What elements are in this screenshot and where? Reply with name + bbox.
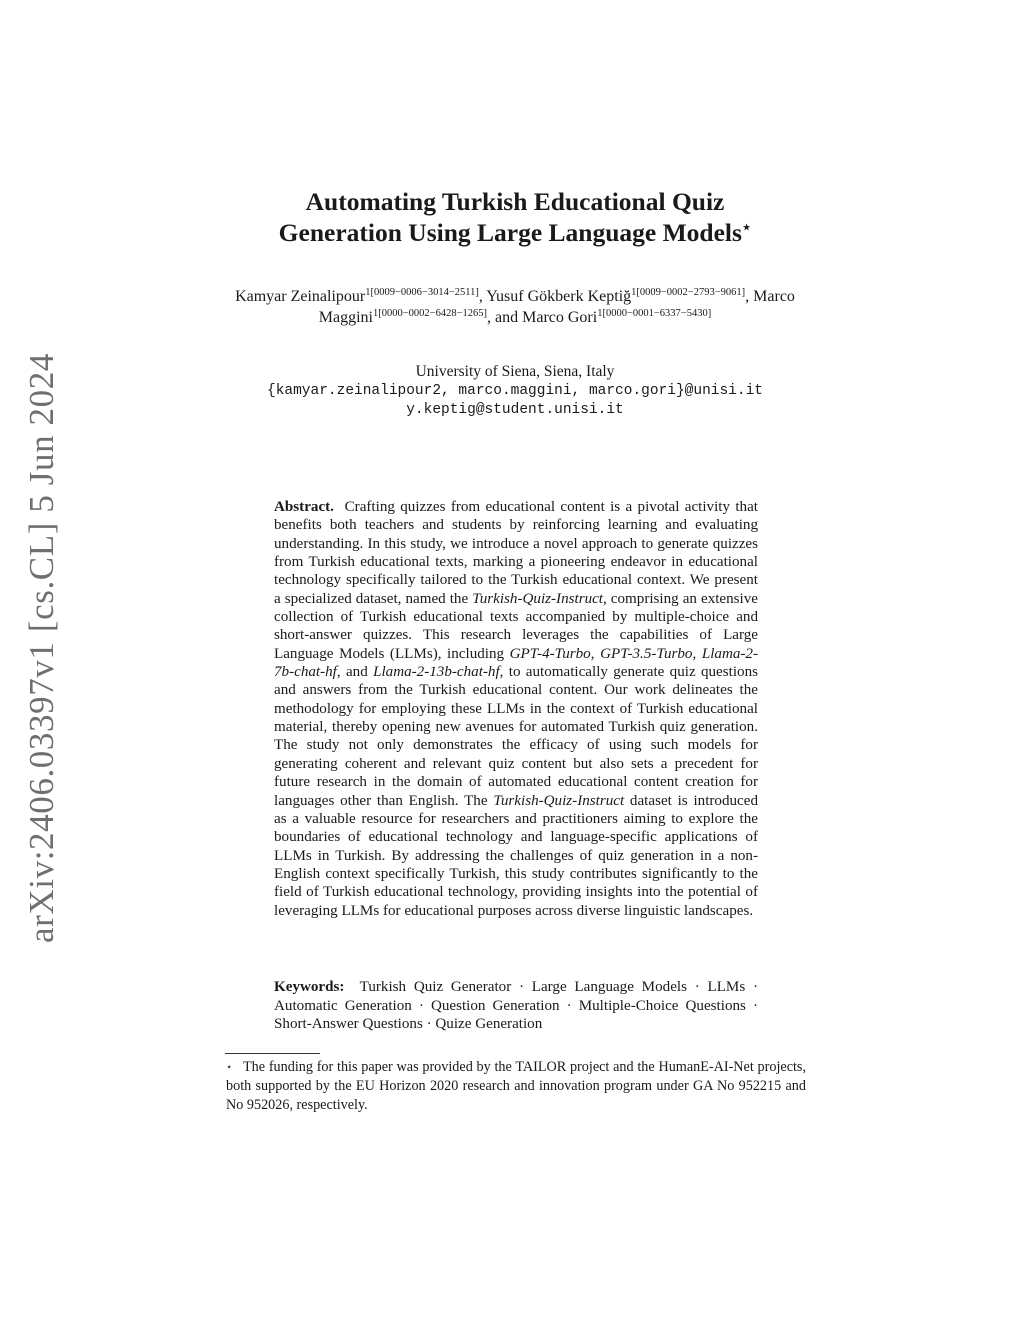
keywords-label: Keywords: <box>274 979 345 995</box>
author-list: Kamyar Zeinalipour$^{1[0009-0006-3014-2511]}$, Yusuf Gökberk Keptiğ$^{1[0009-0002-2793-9061]}$, Marco Maggini$^{1[0000-0002-6428-1265]}$, and Marco Gori$^{1[0000-0001-6337-5430]}$ <box>235 287 795 326</box>
model-name: Llama-2-13b-chat-hf <box>373 664 500 681</box>
author-name: Marco Maggini <box>318 288 795 326</box>
author-orcid: 1[0000−0001−6337−5430] <box>597 308 712 319</box>
author-name: Kamyar Zeinalipour <box>235 288 366 305</box>
arxiv-identifier-stamp <box>12 353 72 943</box>
author-name: Marco Gori <box>522 309 598 326</box>
author-orcid: 1[0009−0002−2793−9061] <box>631 287 746 298</box>
abstract: Abstract. Crafting quizzes from educational content is a pivotal activity that benefits both teachers and students by reinforcing learning and evaluating understanding. In this study, we introduce a novel approach to generate quizzes from Turkish educational texts, marking a pioneering endeavor in educational technology specifically tailored to the Turkish educational context. We present a specialized dataset, named the Turkish-Quiz-Instruct, comprising an extensive collection of Turkish educational texts accompanied by multiple-choice and short-answer quizzes. This research leverages the capabilities of Large Language Models (LLMs), including GPT-4-Turbo, GPT-3.5-Turbo, Llama-2-7b-chat-hf, and Llama-2-13b-chat-hf, to automatically generate quiz questions and answers from the Turkish educational content. Our work delineates the methodology for employing these LLMs in the context of Turkish educational material, thereby opening new avenues for automated Turkish quiz generation. The study not only demonstrates the efficacy of using such models for generating coherent and relevant quiz content but also sets a precedent for future research in the domain of automated educational content creation for languages other than English. The Turkish-Quiz-Instruct dataset is introduced as a valuable resource for researchers and practitioners aiming to explore the boundaries of educational technology and language-specific applications of LLMs in Turkish. By addressing the challenges of quiz generation in a non-English context specifically Turkish, this study contributes significantly to the field of Turkish educational technology, providing insights into the potential of leveraging LLMs for educational purposes across diverse linguistic landscapes. <box>274 499 759 919</box>
email-address: y.keptig@student.unisi.it <box>406 402 624 418</box>
abstract-text: , to automatically generate quiz questions and answers from the Turkish educational content. Our work delineates the methodology for employing these LLMs in the context of Turkish educational material, thereby opening new avenues for automated Turkish quiz generation. The study not only demonstrates the efficacy of using such models for generating coherent and relevant quiz content but also sets a precedent for future research in the domain of automated educational content creation for languages other than English. The <box>274 664 758 809</box>
abstract-label: Abstract. <box>274 499 334 515</box>
dataset-name: Turkish-Quiz-Instruct <box>472 590 604 607</box>
model-name: Llama-2-7b-chat-hf <box>274 645 758 681</box>
paper-title <box>200 186 830 248</box>
keywords <box>274 978 758 1034</box>
author-orcid: 1[0009−0006−3014−2511] <box>365 287 479 298</box>
abstract-text: , comprising an extensive collection of Turkish educational texts accompanied by multiple-choice and short-answer quizzes. This research leverages the capabilities of Large Language Models (LLMs), including <box>274 590 758 662</box>
affiliation-block <box>215 362 815 421</box>
abstract-text: Crafting quizzes from educational content is a pivotal activity that benefits both teachers and students by reinforcing learning and evaluating understanding. In this study, we introduce a novel approach to generate quizzes from Turkish educational texts, marking a pioneering endeavor in educational technology specifically tailored to the Turkish educational context. We present a specialized dataset, named the <box>274 499 758 607</box>
email-addresses: {kamyar.zeinalipour2, marco.maggini, marco.gori}@unisi.it <box>267 382 763 399</box>
keywords-text: Turkish Quiz Generator · Large Language Models · LLMs · Automatic Generation · Question Generation · Multiple-Choice Questions · Short-Answer Questions · Quize Generation <box>274 979 758 1032</box>
title-footnote-mark: ⋆ <box>741 220 752 236</box>
dataset-name: Turkish-Quiz-Instruct <box>493 792 625 809</box>
model-name: GPT-4-Turbo <box>509 645 591 662</box>
institution: University of Siena, Siena, Italy <box>415 363 615 380</box>
author-orcid: 1[0000−0002−6428−1265] <box>372 308 487 319</box>
footnote-text: The funding for this paper was provided by the TAILOR project and the HumanE-AI-Net projects, both supported by the EU Horizon 2020 research and innovation program under GA No 952215 and No 952026, respectively. <box>226 1059 806 1113</box>
arxiv-identifier-text: arXiv:2406.03397v1 [cs.CL] 5 Jun 2024 <box>22 353 61 943</box>
model-name: GPT-3.5-Turbo <box>600 645 693 662</box>
title-line-1: Automating Turkish Educational Quiz <box>305 187 725 216</box>
abstract-text: dataset is introduced as a valuable resource for researchers and practitioners aiming to explore the boundaries of educational technology and language-specific applications of LLMs in Turkish. By addressing the challenges of quiz generation in a non-English context specifically Turkish, this study contributes significantly to the field of Turkish educational technology, providing insights into the potential of leveraging LLMs for educational purposes across diverse linguistic landscapes. <box>274 792 759 919</box>
funding-footnote <box>226 1058 806 1115</box>
title-line-2: Generation Using Large Language Models <box>278 218 742 247</box>
footnote-divider <box>225 1053 320 1054</box>
footnote-mark: ⋆ <box>226 1062 233 1073</box>
author-name: Yusuf Gökberk Keptiğ <box>486 288 632 305</box>
